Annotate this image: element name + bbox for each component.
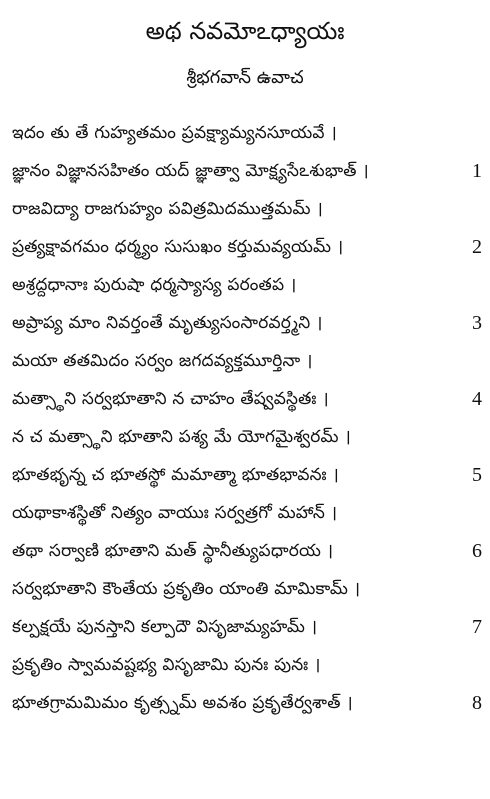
verse-line [12, 418, 482, 456]
verse-text: రాజవిద్యా రాజగుహ్యం పవిత్రమిదముత్తమమ్ । [12, 199, 323, 219]
verse-text: యథాకాశస్థితో నిత్యం వాయుః సర్వత్రగో మహాన్ । [12, 503, 338, 523]
verse-text: భూతభృన్న చ భూతస్థో మమాత్మా భూతభావనః । [12, 465, 340, 485]
verse-number: 3 [472, 312, 482, 334]
verse-line [12, 494, 482, 532]
verse-text: జ్ఞానం విజ్ఞానసహితం యద్ జ్ఞాత్వా మోక్ష్యసేఽశుభాత్ । [12, 161, 369, 181]
verse-line [12, 342, 482, 380]
verse-line [12, 646, 482, 684]
verse-line [12, 190, 482, 228]
verse-line [12, 228, 482, 266]
verse-text: ఇదం తు తే గుహ్యతమం ప్రవక్ష్యామ్యనసూయవే । [12, 123, 337, 143]
verse-line [12, 152, 482, 190]
verse-number: 6 [472, 540, 482, 562]
verse-line [12, 532, 482, 570]
verse-text: ప్రత్యక్షావగమం ధర్మ్యం సుసుఖం కర్తుమవ్యయమ్ । [12, 237, 344, 257]
verse-line [12, 456, 482, 494]
verse-list [12, 114, 482, 722]
verse-text: కల్పక్షయే పునస్తాని కల్పాదౌ విసృజామ్యహమ్ । [12, 617, 318, 637]
verse-line [12, 684, 482, 722]
verse-text: న చ మత్స్థాని భూతాని పశ్య మే యోగమైశ్వరమ్ । [12, 427, 351, 447]
verse-line [12, 266, 482, 304]
verse-number: 2 [472, 236, 482, 258]
chapter-title: అథ నవమోఽధ్యాయః [145, 17, 345, 45]
verse-number: 4 [472, 388, 482, 410]
verse-text: సర్వభూతాని కౌంతేయ ప్రకృతిం యాంతి మామికామ్ । [12, 579, 361, 599]
verse-line [12, 114, 482, 152]
verse-text: అశ్రద్దధానాః పురుషా ధర్మస్యాస్య పరంతప । [12, 275, 297, 295]
verse-text: మయా తతమిదం సర్వం జగదవ్యక్తమూర్తినా । [12, 351, 313, 371]
verse-text: తథా సర్వాణి భూతాని మత్ స్థానీత్యుపధారయ । [12, 541, 334, 561]
verse-number: 7 [472, 616, 482, 638]
verse-text: ప్రకృతిం స్వామవష్టభ్య విసృజామి పునః పునః । [12, 655, 321, 675]
verse-line [12, 380, 482, 418]
speaker-heading: శ్రీభగవాన్ ఉవాచ [186, 67, 304, 88]
verse-text: భూతగ్రామమిమం కృత్స్నమ్ అవశం ప్రకృతేర్వశాత్ । [12, 693, 353, 713]
verse-number: 1 [472, 160, 482, 182]
verse-number: 8 [472, 692, 482, 714]
verse-line [12, 570, 482, 608]
verse-number: 5 [472, 464, 482, 486]
verse-text: అప్రాప్య మాం నివర్తంతే మృత్యుసంసారవర్త్మని । [12, 313, 323, 333]
verse-text: మత్స్థాని సర్వభూతాని న చాహం తేష్వవస్థితః । [12, 389, 329, 409]
verse-line [12, 304, 482, 342]
verse-line [12, 608, 482, 646]
